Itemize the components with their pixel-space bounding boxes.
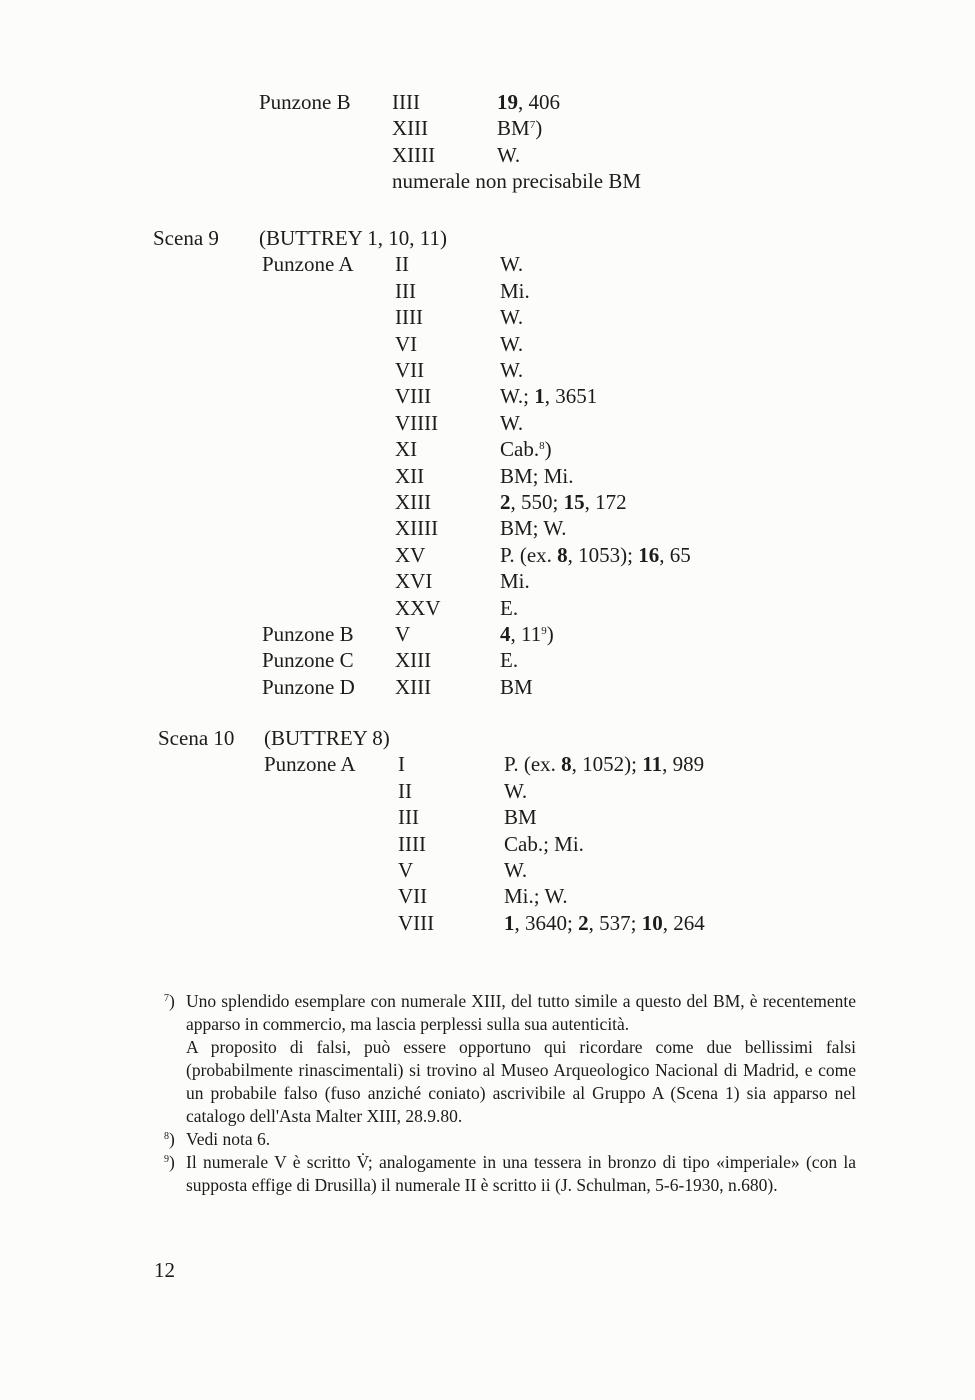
buttrey-reference: (BUTTREY 1, 10, 11) bbox=[259, 226, 448, 250]
volume-number: 16 bbox=[638, 542, 660, 567]
footnote-mark: $^8$) bbox=[164, 1129, 175, 1149]
scena-heading: Scena 9 bbox=[153, 226, 219, 250]
reference-text: W. bbox=[500, 358, 524, 382]
numeral: II bbox=[398, 778, 412, 803]
numeral: XII bbox=[395, 463, 425, 488]
footnote-mark: $^7$) bbox=[164, 991, 175, 1011]
punzone-label: Punzone A bbox=[262, 252, 354, 277]
references bbox=[500, 357, 523, 383]
footnote-paragraph: Il numerale V è scritto V̇; analogamente in una tessera in bronzo di tipo «imperiale» (con la supposta effige di Drusilla) il numerale II è scritto ii (J. Schulman, 5-6-1930, n.680). bbox=[186, 1152, 856, 1195]
references bbox=[500, 278, 530, 304]
volume-number: 19 bbox=[497, 90, 518, 114]
numeral: V bbox=[395, 622, 411, 646]
references bbox=[504, 857, 527, 883]
punzone-label: Punzone C bbox=[262, 648, 354, 673]
reference-text: W. bbox=[500, 331, 524, 356]
reference-text: Cab.; Mi. bbox=[504, 831, 584, 856]
reference-text: BM bbox=[504, 805, 537, 830]
numeral: V bbox=[398, 858, 414, 882]
numeral: VIII bbox=[395, 384, 432, 409]
reference-text: W. bbox=[497, 142, 521, 167]
numeral: XIII bbox=[395, 648, 432, 673]
reference-text: P. (ex. bbox=[504, 752, 562, 777]
reference-text: W. bbox=[500, 252, 524, 277]
punzone-label: Punzone B bbox=[259, 90, 351, 114]
volume-number: 2 bbox=[578, 910, 589, 935]
reference-text: ) bbox=[535, 116, 543, 141]
references bbox=[500, 463, 574, 489]
reference-text: W.; bbox=[500, 384, 535, 409]
footnote-paragraph: Uno splendido esemplare con numerale XIII, del tutto simile a questo del BM, è recentemente apparso in commercio, ma lascia perplessi sulla sua autenticità. bbox=[186, 991, 856, 1034]
reference-text: BM; W. bbox=[500, 516, 567, 541]
references bbox=[500, 251, 523, 277]
reference-text: , 1053); bbox=[567, 542, 639, 567]
footnote-ref: 7 bbox=[529, 119, 536, 132]
references bbox=[497, 89, 560, 115]
footnote bbox=[164, 990, 856, 1128]
punzone-label: Punzone A bbox=[264, 752, 356, 777]
numeral: XIII bbox=[392, 116, 429, 141]
reference-text: ) bbox=[546, 622, 554, 646]
reference-text: , 11 bbox=[510, 622, 542, 646]
references bbox=[504, 751, 704, 777]
reference-text: W. bbox=[504, 858, 528, 882]
reference-text: , 3651 bbox=[544, 384, 598, 409]
volume-number: 10 bbox=[641, 910, 663, 935]
volume-number: 1 bbox=[534, 384, 545, 409]
footnote bbox=[164, 1151, 856, 1197]
reference-text: Mi.; W. bbox=[504, 884, 568, 909]
numeral: XXV bbox=[395, 595, 441, 620]
reference-text: , 264 bbox=[662, 910, 705, 935]
volume-number: 8 bbox=[557, 542, 568, 567]
reference-text: , 1052); bbox=[571, 752, 643, 777]
numeral: XV bbox=[395, 542, 426, 567]
numeral: VII bbox=[398, 884, 428, 909]
page-number: 12 bbox=[154, 1258, 175, 1282]
references bbox=[500, 674, 533, 700]
references bbox=[500, 489, 627, 515]
reference-text: , 406 bbox=[518, 90, 560, 114]
numeral: XIIII bbox=[395, 516, 439, 541]
footnote bbox=[164, 1128, 856, 1151]
references bbox=[504, 883, 568, 909]
footnote-paragraph: A proposito di falsi, può essere opportuno qui ricordare come due bellissimi falsi (probabilmente rinascimentali) si trovino al Museo Arqueologico Nacional di Madrid, e come un probabile falso (fuso anziché coniato) ascrivibile al Gruppo A (Scena 1) sia apparso nel catalogo dell'Asta Malter XIII, 28.9.80. bbox=[186, 1037, 856, 1126]
reference-text: P. (ex. bbox=[500, 542, 558, 567]
punzone-label: Punzone B bbox=[262, 622, 354, 646]
numeral: II bbox=[395, 252, 409, 277]
numeral: XVI bbox=[395, 569, 433, 594]
references bbox=[500, 542, 691, 568]
reference-text: E. bbox=[500, 648, 519, 673]
numeral: XIIII bbox=[392, 142, 436, 167]
numeral: VII bbox=[395, 358, 425, 382]
reference-text: , 537; bbox=[588, 910, 642, 935]
references bbox=[497, 115, 542, 141]
references bbox=[500, 568, 530, 594]
numeral: VIIII bbox=[395, 410, 439, 435]
numeral: IIII bbox=[395, 305, 423, 330]
reference-text: BM; Mi. bbox=[500, 463, 574, 488]
reference-text: ) bbox=[544, 437, 552, 462]
numeral: VI bbox=[395, 331, 418, 356]
punzone-label: Punzone D bbox=[262, 674, 355, 699]
reference-text: W. bbox=[504, 778, 528, 803]
numeral: numerale non precisabile BM bbox=[392, 169, 642, 194]
reference-text: Mi. bbox=[500, 278, 530, 303]
reference-text: W. bbox=[500, 410, 524, 435]
numeral: XIII bbox=[395, 674, 432, 699]
numeral: IIII bbox=[392, 90, 420, 114]
reference-text: E. bbox=[500, 595, 519, 620]
references bbox=[500, 436, 552, 462]
reference-text: W. bbox=[500, 305, 524, 330]
scena-heading: Scena 10 bbox=[158, 726, 235, 750]
reference-text: BM bbox=[497, 116, 530, 141]
buttrey-reference: (BUTTREY 8) bbox=[264, 726, 390, 750]
numeral: IIII bbox=[398, 831, 426, 856]
references bbox=[500, 331, 523, 357]
references bbox=[504, 778, 527, 804]
reference-text: , 172 bbox=[584, 490, 627, 514]
references bbox=[500, 647, 518, 673]
numeral: XIII bbox=[395, 490, 432, 514]
references bbox=[500, 595, 518, 621]
volume-number: 8 bbox=[561, 752, 572, 777]
numeral: I bbox=[398, 752, 405, 777]
references bbox=[500, 304, 523, 330]
reference-text: , 65 bbox=[659, 542, 691, 567]
numeral: XI bbox=[395, 437, 418, 462]
volume-number: 11 bbox=[642, 752, 663, 777]
references bbox=[504, 804, 537, 830]
footnotes bbox=[164, 990, 856, 1197]
reference-text: , 989 bbox=[662, 752, 705, 777]
references bbox=[500, 621, 554, 647]
volume-number: 4 bbox=[500, 622, 511, 646]
numeral: VIII bbox=[398, 910, 435, 935]
reference-text: , 3640; bbox=[514, 910, 579, 935]
references bbox=[500, 383, 597, 409]
references bbox=[504, 831, 584, 857]
references bbox=[500, 410, 523, 436]
footnote-ref: 8 bbox=[539, 440, 545, 453]
references bbox=[500, 515, 567, 541]
reference-text: BM bbox=[500, 674, 533, 699]
reference-text: Mi. bbox=[500, 569, 530, 594]
footnote-mark: $^9$) bbox=[164, 1152, 175, 1172]
volume-number: 15 bbox=[563, 490, 585, 514]
references bbox=[497, 142, 520, 168]
footnote-paragraph: Vedi nota 6. bbox=[186, 1129, 271, 1149]
reference-text: Cab. bbox=[500, 437, 540, 462]
references bbox=[504, 910, 705, 936]
volume-number: 1 bbox=[504, 910, 515, 935]
volume-number: 2 bbox=[500, 490, 511, 514]
reference-text: , 550; bbox=[510, 490, 564, 514]
footnote-ref: 9 bbox=[541, 625, 547, 637]
numeral: III bbox=[398, 805, 419, 830]
numeral: III bbox=[395, 278, 416, 303]
